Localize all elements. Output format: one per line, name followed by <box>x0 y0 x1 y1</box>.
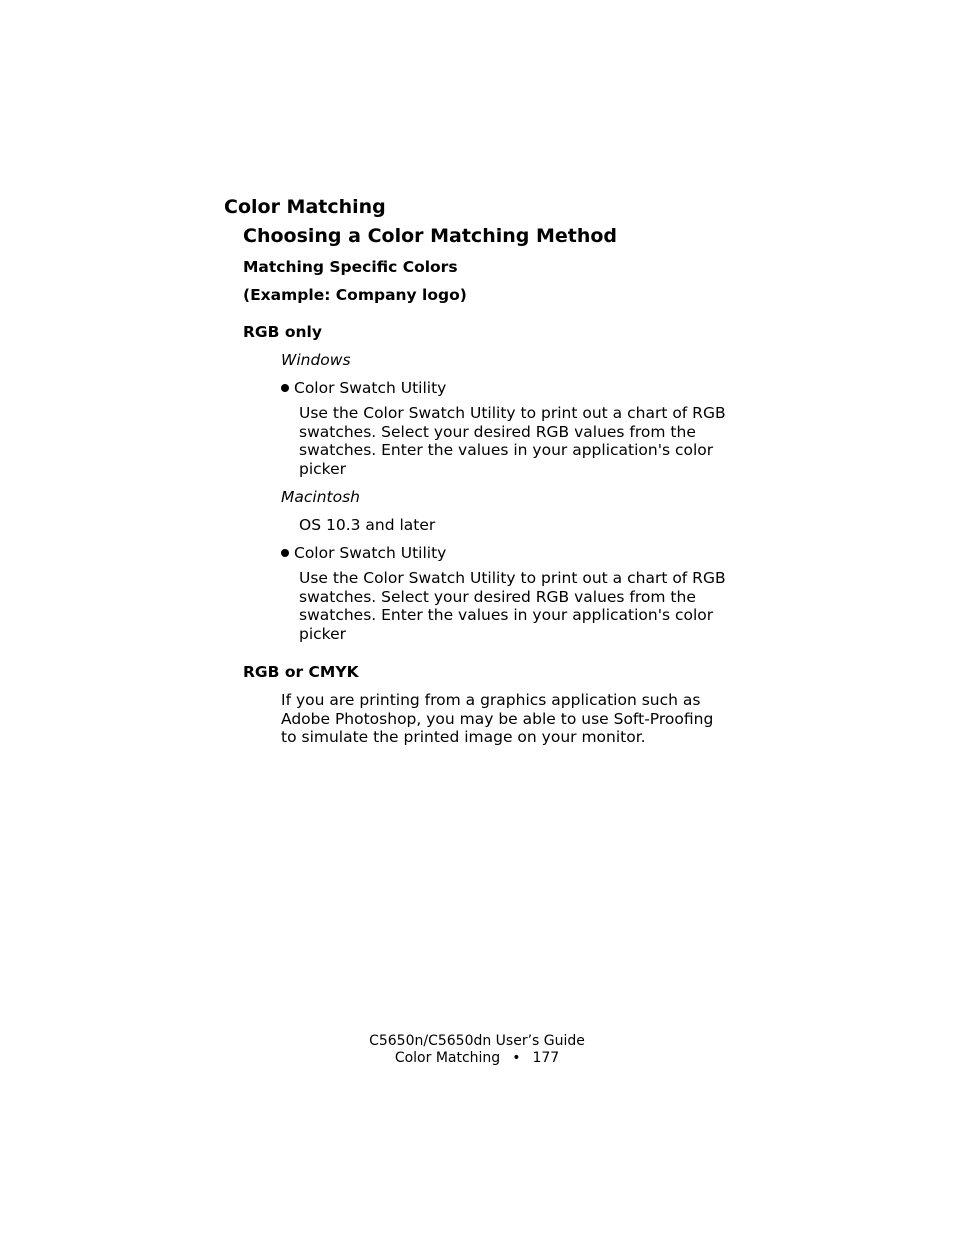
section-title: Color Matching <box>224 196 386 218</box>
windows-description-line: Use the Color Swatch Utility to print out a chart of RGB <box>299 404 726 422</box>
windows-description-line: picker <box>299 460 346 479</box>
page-footer <box>0 1033 954 1067</box>
windows-bullet-item <box>281 379 446 397</box>
heading-matching-specific-colors: Matching Specific Colors <box>243 258 458 276</box>
macintosh-description-line: swatches. Select your desired RGB values from the <box>299 587 696 606</box>
rgb-or-cmyk-description <box>281 691 713 747</box>
bullet-icon <box>281 549 289 557</box>
footer-separator: • <box>512 1050 521 1066</box>
footer-guide-title: C5650n/C5650dn User’s Guide <box>369 1033 585 1049</box>
rgb-or-cmyk-line: Adobe Photoshop, you may be able to use Soft-Proofing <box>281 709 714 728</box>
heading-rgb-only: RGB only <box>243 323 322 341</box>
macintosh-label: Macintosh <box>281 488 360 506</box>
windows-description-line: swatches. Enter the values in your application's color <box>299 441 714 460</box>
rgb-or-cmyk-line: to simulate the printed image on your monitor. <box>281 728 646 747</box>
macintosh-description-line: swatches. Enter the values in your application's color <box>299 606 714 625</box>
heading-example: (Example: Company logo) <box>243 286 467 304</box>
windows-description <box>299 404 726 479</box>
heading-rgb-or-cmyk: RGB or CMYK <box>243 663 359 681</box>
footer-page-line <box>0 1050 954 1067</box>
macintosh-description-line: Use the Color Swatch Utility to print out a chart of RGB <box>299 569 726 587</box>
windows-bullet-text: Color Swatch Utility <box>294 379 447 397</box>
macintosh-bullet-item <box>281 544 446 562</box>
os-note: OS 10.3 and later <box>299 516 436 534</box>
bullet-icon <box>281 384 289 392</box>
footer-chapter: Color Matching <box>394 1050 501 1066</box>
macintosh-description <box>299 569 726 644</box>
subsection-title: Choosing a Color Matching Method <box>243 225 618 247</box>
macintosh-bullet-text: Color Swatch Utility <box>294 544 447 562</box>
windows-label: Windows <box>281 351 351 369</box>
windows-description-line: swatches. Select your desired RGB values from the <box>299 422 696 441</box>
footer-page-number: 177 <box>532 1050 560 1066</box>
rgb-or-cmyk-line: If you are printing from a graphics application such as <box>281 691 701 709</box>
macintosh-description-line: picker <box>299 625 346 644</box>
